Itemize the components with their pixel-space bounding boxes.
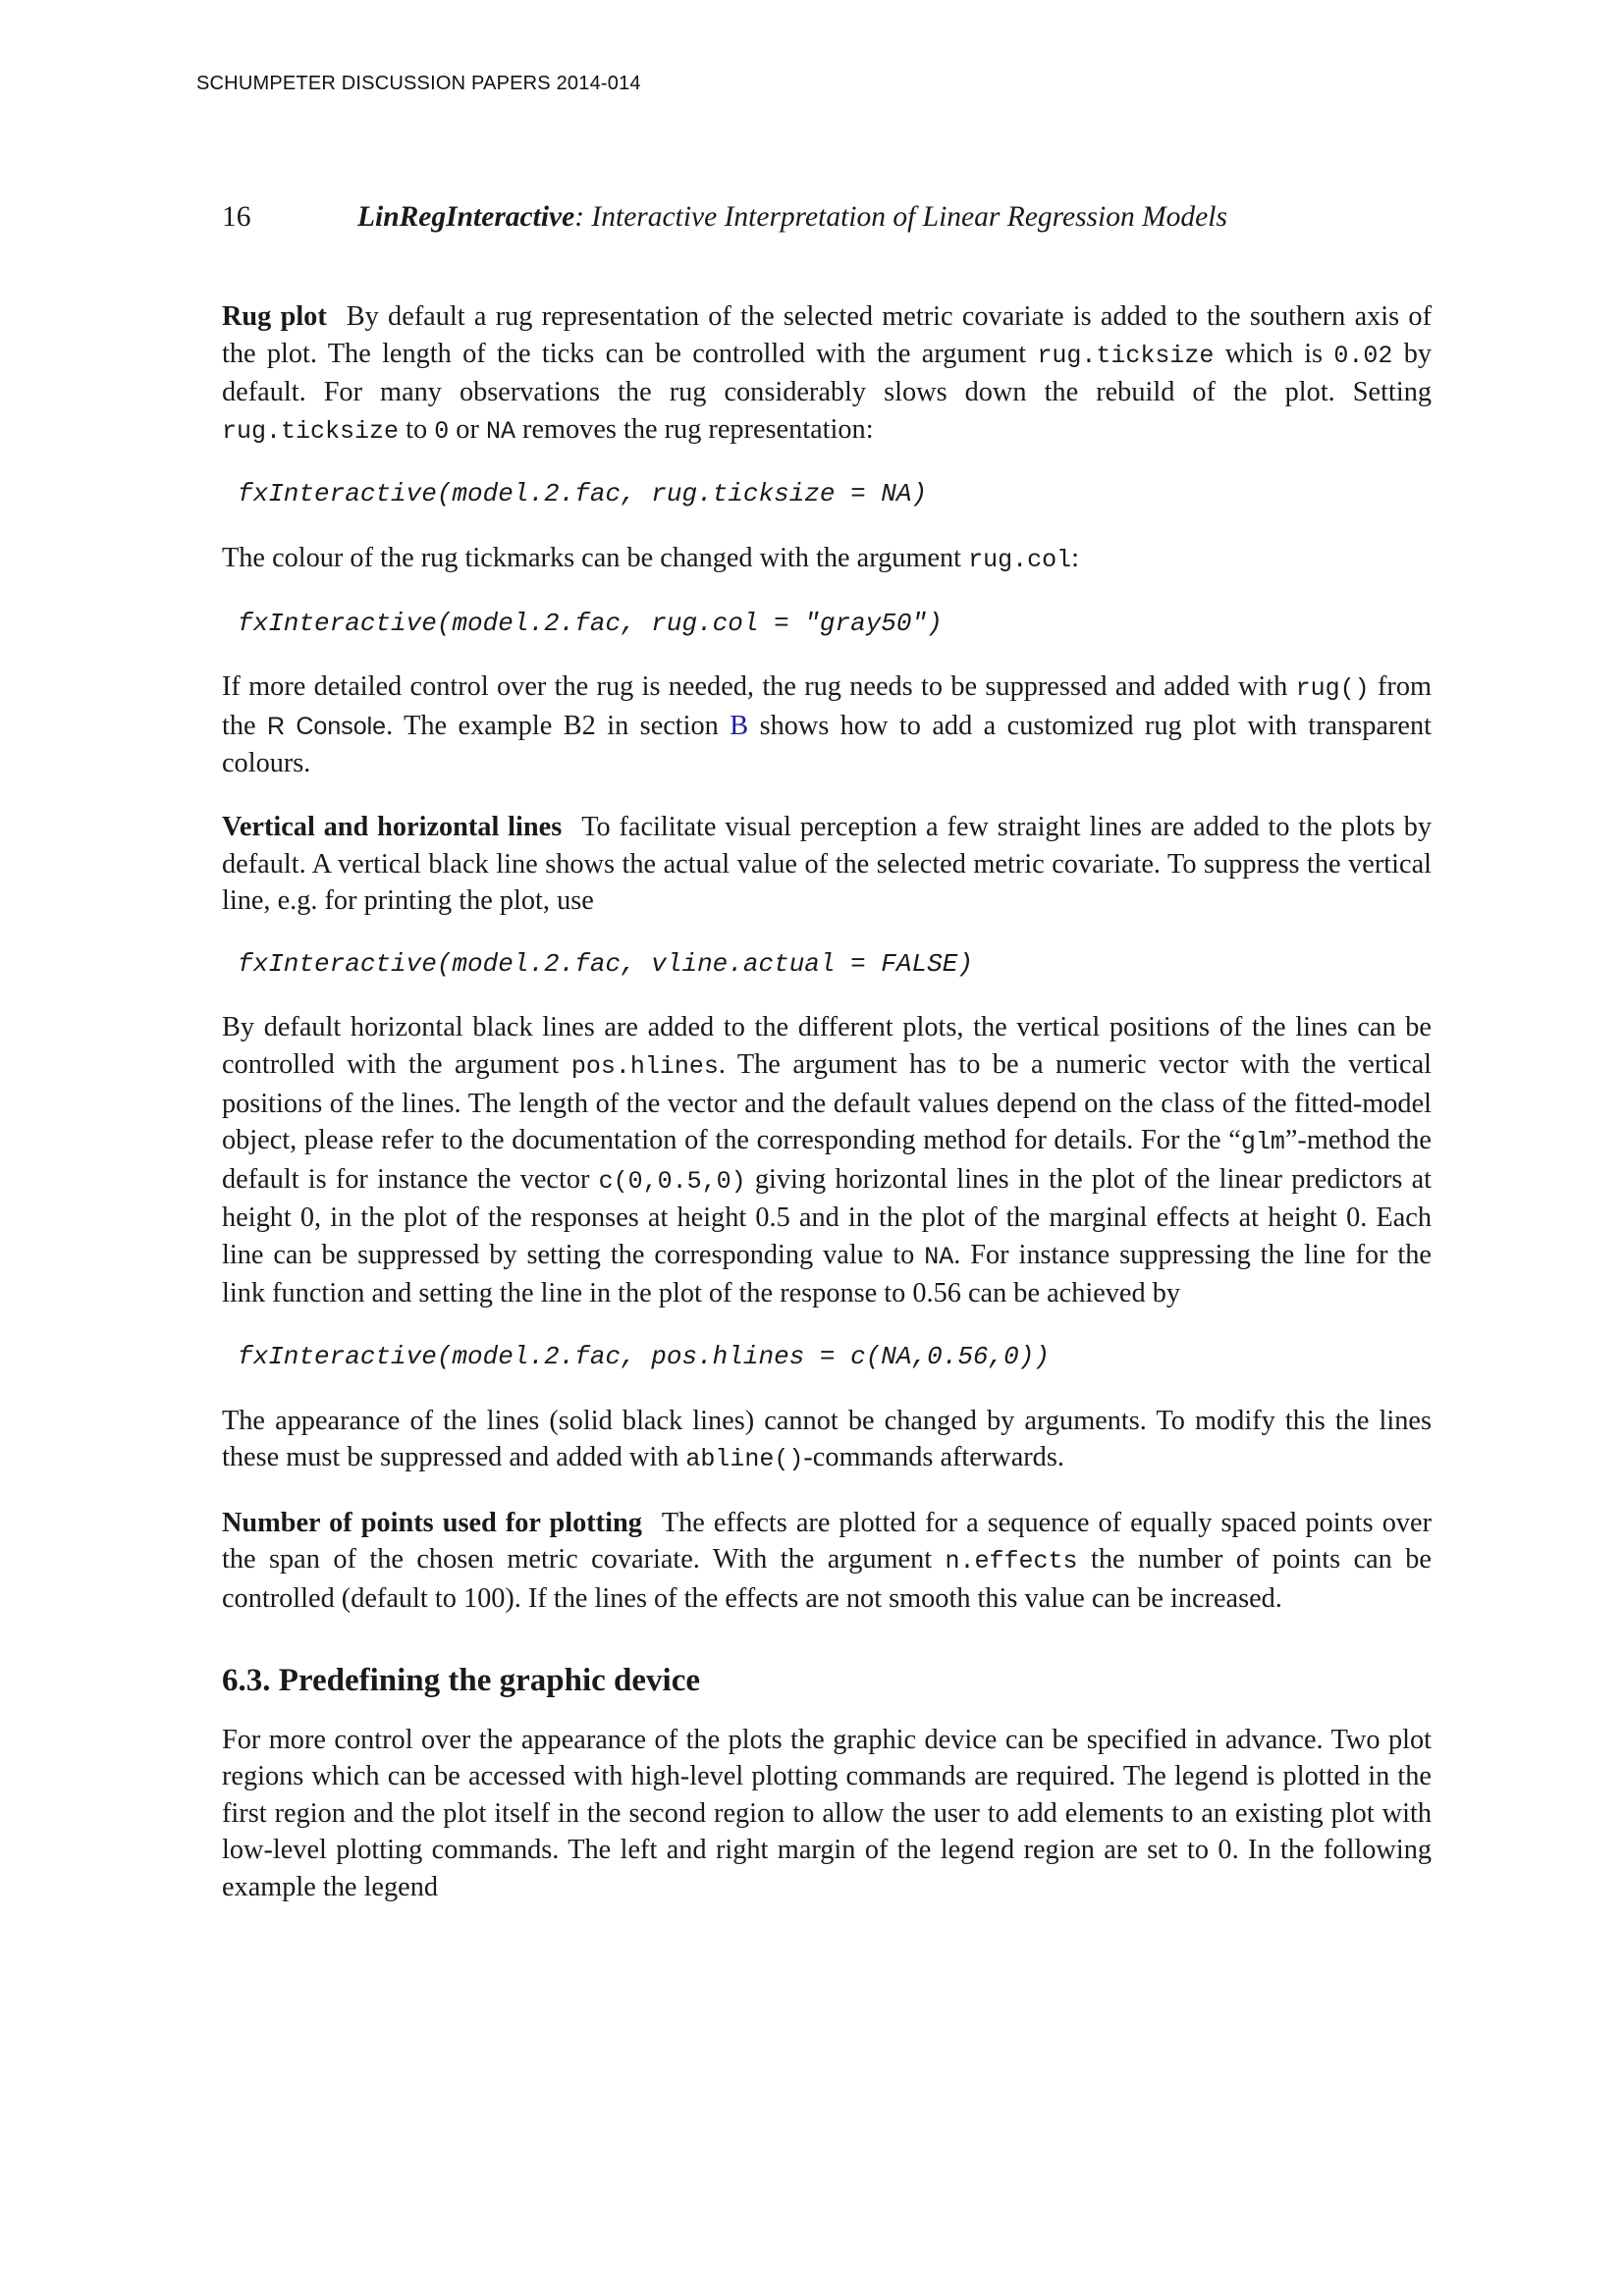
text: which is	[1214, 338, 1334, 369]
section-link[interactable]: B	[730, 710, 749, 741]
package-name: LinRegInteractive	[357, 201, 575, 233]
code-block: fxInteractive(model.2.fac, vline.actual = FALSE)	[238, 948, 973, 979]
text: . For instance suppressing the line for the link function and setting the line in the plot of the response to 0.56 can be achieved by	[222, 1239, 1432, 1309]
text: By default a rug representation of the selected metric covariate is added to the southern axis of the plot. The length of the ticks can be controlled with the argument	[222, 301, 1432, 369]
paragraph: For more control over the appearance of the plots the graphic device can be specified in advance. Two plot regions which can be accessed with high-level plotting commands are required. The legend is plotted in the first region and the plot itself in the second region to allow the user to add elements to an existing plot with low-level plotting commands. The left and right margin of the legend region are set to 0. In the following example the legend	[222, 1724, 1432, 1902]
text: removes the rug representation:	[514, 413, 874, 445]
inline-code: 0	[434, 416, 450, 446]
inline-code: glm	[1240, 1128, 1285, 1157]
paragraph	[222, 540, 1432, 579]
series-header: SCHUMPETER DISCUSSION PAPERS 2014-014	[196, 73, 641, 94]
text: The colour of the rug tickmarks can be changed with the argument	[222, 542, 969, 573]
paragraph	[222, 1009, 1432, 1312]
text: to	[399, 413, 435, 445]
points-paragraph	[222, 1505, 1432, 1618]
text: giving horizontal lines in the plot of the linear predictors at height 0, in the plot of the responses at height 0.5 and in the plot of the marginal effects at height 0. Each line can be suppressed by setting the corresponding value to	[222, 1163, 1432, 1270]
text: from the	[222, 671, 1432, 741]
text: :	[1071, 542, 1079, 573]
lines-paragraph	[222, 809, 1432, 920]
text: The appearance of the lines (solid black lines) cannot be changed by arguments. To modify this the lines these must be suppressed and added with	[222, 1405, 1432, 1473]
inline-code: NA	[924, 1242, 954, 1271]
rug-plot-heading: Rug plot	[222, 301, 327, 332]
text: the number of points can be controlled (default to 100). If the lines of the effects are not smooth this value can be increased.	[222, 1544, 1432, 1615]
text: -commands afterwards.	[803, 1442, 1064, 1473]
inline-code: rug()	[1295, 674, 1370, 704]
inline-code: c(0,0.5,0)	[598, 1166, 746, 1196]
inline-code: rug.ticksize	[222, 416, 400, 446]
paragraph	[222, 1403, 1432, 1478]
points-heading: Number of points used for plotting	[222, 1507, 642, 1538]
code-block: fxInteractive(model.2.fac, pos.hlines = c(NA,0.56,0))	[238, 1342, 1050, 1372]
rug-plot-paragraph	[222, 298, 1432, 450]
text: . The example B2 in section	[386, 710, 731, 741]
text: The effects are plotted for a sequence of equally spaced points over the span of the chosen metric covariate. With the argument	[222, 1507, 1432, 1575]
text: . The argument has to be a numeric vector with the vertical positions of the lines. The length of the vector and the default values depend on the class of the fitted-model object, please refer to the documentation of the corresponding method for details. For the “	[222, 1048, 1432, 1156]
running-title	[357, 201, 1227, 234]
text: shows how to add a customized rug plot with transparent colours.	[222, 710, 1432, 779]
inline-code: 0.02	[1333, 341, 1393, 370]
running-title-rest: : Interactive Interpretation of Linear Regression Models	[574, 201, 1227, 233]
text: by default. For many observations the rug considerably slows down the rebuild of the plot. Setting	[222, 338, 1432, 408]
text: If more detailed control over the rug is needed, the rug needs to be suppressed and added with	[222, 671, 1296, 703]
inline-code: n.effects	[945, 1547, 1078, 1576]
lines-heading: Vertical and horizontal lines	[222, 811, 563, 842]
inline-code: rug.col	[968, 545, 1072, 574]
paragraph	[222, 668, 1432, 782]
inline-code: abline()	[685, 1445, 804, 1474]
page-number: 16	[222, 201, 251, 233]
inline-code: NA	[485, 416, 515, 446]
page-body	[222, 298, 1432, 1933]
code-block: fxInteractive(model.2.fac, rug.ticksize = NA)	[238, 479, 928, 509]
section-heading: 6.3. Predefining the graphic device	[222, 1662, 701, 1698]
code-block: fxInteractive(model.2.fac, rug.col = "gray50")	[238, 608, 943, 638]
text: or	[449, 413, 486, 445]
inline-code: rug.ticksize	[1037, 341, 1215, 370]
text: By default horizontal black lines are added to the different plots, the vertical positions of the lines can be controlled with the argument	[222, 1012, 1432, 1080]
r-console-label: R Console	[267, 712, 387, 740]
text: ”-method the default is for instance the vector	[222, 1125, 1432, 1195]
inline-code: pos.hlines	[570, 1051, 719, 1081]
running-head	[222, 201, 1361, 240]
text: To facilitate visual perception a few straight lines are added to the plots by default. A vertical black line shows the actual value of the selected metric covariate. To suppress the vertical line, e.g. for printing the plot, use	[222, 811, 1432, 917]
